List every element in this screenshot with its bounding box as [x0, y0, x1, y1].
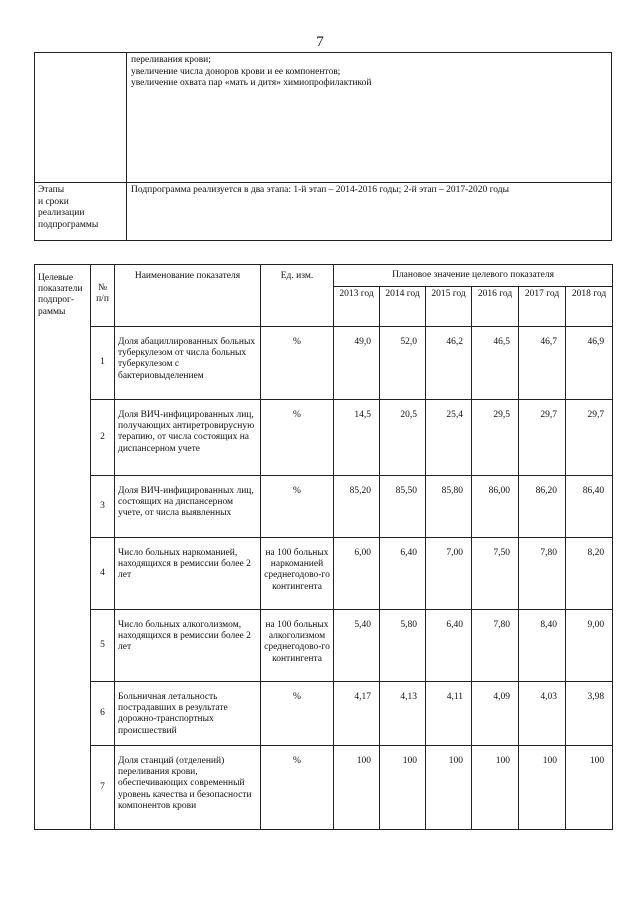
indicator-value: 52,0 [380, 327, 426, 400]
indicator-value: 20,5 [380, 400, 426, 476]
text-line: увеличение охвата пар «мать и дитя» химиопрофилактикой [131, 78, 372, 88]
indicator-value: 46,7 [519, 327, 566, 400]
passport-label-cell [35, 53, 127, 183]
passport-row-stages [35, 183, 612, 241]
subprogram-passport-table [34, 52, 612, 241]
label-line: реализации [38, 208, 85, 218]
indicator-unit: % [261, 746, 334, 830]
indicator-value: 100 [334, 746, 380, 830]
indicator-value: 7,00 [426, 538, 472, 610]
text-line: увеличение числа доноров крови и ее компонентов; [131, 66, 341, 77]
label-line: Этапы [38, 185, 65, 195]
label-line: подпрограммы [38, 219, 99, 230]
table-row [35, 610, 613, 682]
target-indicators-table [34, 264, 613, 830]
table-row [35, 538, 613, 610]
stages-label-cell [35, 183, 127, 241]
indicator-value: 100 [566, 746, 613, 830]
indicator-name: Доля ВИЧ-инфицированных лиц, получающих антиретровирусную терапию, от числа состоящих на диспансерном учете [115, 400, 261, 476]
indicator-value: 86,00 [472, 476, 519, 538]
column-header-name: Наименование показателя [115, 265, 261, 327]
table-row [35, 746, 613, 830]
indicator-unit: на 100 больных наркоманией среднегодово-го контингента [261, 538, 334, 610]
row-number: 3 [91, 476, 115, 538]
section-label-cell: Целевые показатели подпрог-раммы [35, 265, 91, 830]
indicator-value: 29,7 [519, 400, 566, 476]
year-header: 2018 год [566, 287, 613, 327]
indicator-value: 29,5 [472, 400, 519, 476]
indicator-value: 4,11 [426, 682, 472, 746]
indicator-unit: % [261, 682, 334, 746]
indicator-value: 29,7 [566, 400, 613, 476]
indicator-value: 5,80 [380, 610, 426, 682]
indicator-value: 46,2 [426, 327, 472, 400]
indicator-value: 7,80 [472, 610, 519, 682]
year-header: 2016 год [472, 287, 519, 327]
table-row [35, 476, 613, 538]
indicator-value: 8,40 [519, 610, 566, 682]
row-number: 6 [91, 682, 115, 746]
indicator-value: 100 [519, 746, 566, 830]
indicator-value: 4,17 [334, 682, 380, 746]
table-row [35, 682, 613, 746]
row-number: 4 [91, 538, 115, 610]
year-header: 2017 год [519, 287, 566, 327]
indicator-value: 100 [380, 746, 426, 830]
row-number: 5 [91, 610, 115, 682]
indicator-name: Доля абациллированных больных туберкулезом от числа больных туберкулезом с бактериовыделением [115, 327, 261, 400]
indicator-value: 46,5 [472, 327, 519, 400]
row-number: 2 [91, 400, 115, 476]
indicator-value: 46,9 [566, 327, 613, 400]
indicator-value: 6,40 [426, 610, 472, 682]
indicator-value: 85,80 [426, 476, 472, 538]
passport-text-cell [127, 53, 612, 183]
table-row [35, 400, 613, 476]
indicator-value: 6,00 [334, 538, 380, 610]
indicator-unit: % [261, 476, 334, 538]
row-number: 7 [91, 746, 115, 830]
indicator-value: 100 [426, 746, 472, 830]
year-header: 2014 год [380, 287, 426, 327]
indicator-unit: % [261, 400, 334, 476]
label-line: и сроки [38, 196, 69, 207]
indicator-value: 25,4 [426, 400, 472, 476]
indicator-value: 4,03 [519, 682, 566, 746]
indicator-value: 100 [472, 746, 519, 830]
table-header-row [35, 265, 613, 287]
indicator-value: 4,09 [472, 682, 519, 746]
row-number: 1 [91, 327, 115, 400]
indicator-unit: % [261, 327, 334, 400]
indicator-value: 7,50 [472, 538, 519, 610]
indicator-name: Больничная летальность пострадавших в результате дорожно-транспортных происшествий [115, 682, 261, 746]
indicator-value: 4,13 [380, 682, 426, 746]
indicator-value: 14,5 [334, 400, 380, 476]
text-line: переливания крови; [131, 55, 211, 65]
year-header: 2013 год [334, 287, 380, 327]
stages-text-cell: Подпрограмма реализуется в два этапа: 1-й этап – 2014-2016 годы; 2-й этап – 2017-2020 годы [127, 183, 612, 241]
indicator-value: 86,20 [519, 476, 566, 538]
page-number: 7 [316, 34, 324, 50]
indicator-name: Число больных наркоманией, находящихся в ремиссии более 2 лет [115, 538, 261, 610]
indicator-name: Число больных алкоголизмом, находящихся в ремиссии более 2 лет [115, 610, 261, 682]
indicator-name: Доля станций (отделений) переливания крови, обеспечивающих современный уровень качества и безопасности компонентов крови [115, 746, 261, 830]
indicator-name: Доля ВИЧ-инфицированных лиц, состоящих на диспансерном учете, от числа выявленных [115, 476, 261, 538]
indicator-value: 86,40 [566, 476, 613, 538]
passport-row-expected-results [35, 53, 612, 183]
indicator-value: 85,50 [380, 476, 426, 538]
indicator-unit: на 100 больных алкоголизмом среднегодово-го контингента [261, 610, 334, 682]
year-header: 2015 год [426, 287, 472, 327]
indicator-value: 7,80 [519, 538, 566, 610]
table-row [35, 327, 613, 400]
column-header-unit: Ед. изм. [261, 265, 334, 327]
column-header-planned: Плановое значение целевого показателя [334, 265, 613, 287]
indicator-value: 85,20 [334, 476, 380, 538]
indicator-value: 49,0 [334, 327, 380, 400]
indicator-value: 9,00 [566, 610, 613, 682]
indicator-value: 5,40 [334, 610, 380, 682]
indicator-value: 8,20 [566, 538, 613, 610]
indicator-value: 6,40 [380, 538, 426, 610]
indicator-value: 3,98 [566, 682, 613, 746]
column-header-number: № п/п [91, 265, 115, 327]
